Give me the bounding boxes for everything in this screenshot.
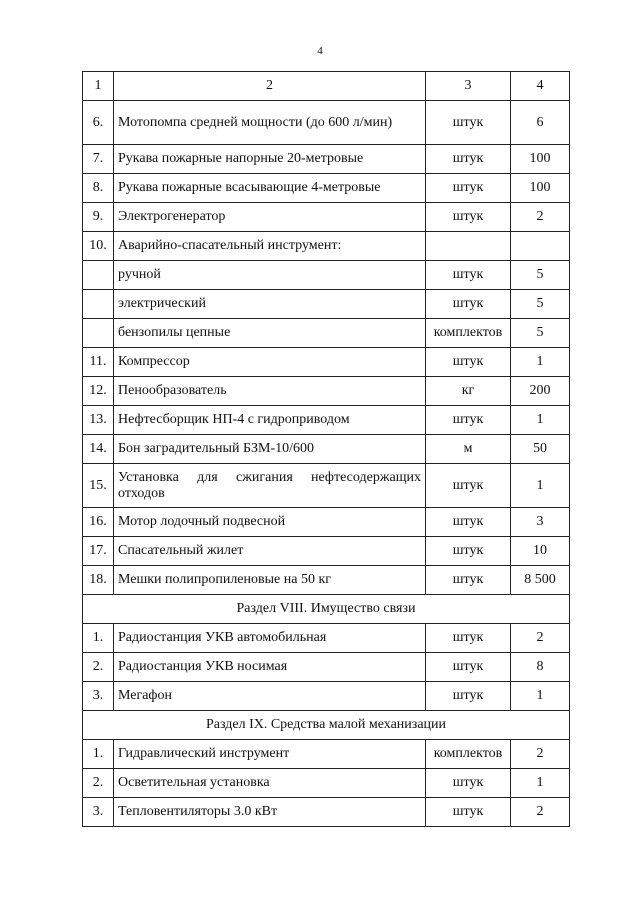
row-number: 9. xyxy=(83,203,114,232)
row-number: 1. xyxy=(83,740,114,769)
item-unit: штук xyxy=(426,174,511,203)
item-quantity: 2 xyxy=(511,203,570,232)
row-number: 3. xyxy=(83,682,114,711)
item-quantity: 8 500 xyxy=(511,566,570,595)
item-quantity: 2 xyxy=(511,740,570,769)
table-row xyxy=(83,682,570,711)
inventory-table xyxy=(82,71,570,827)
row-number: 10. xyxy=(83,232,114,261)
table-row xyxy=(83,537,570,566)
table-row xyxy=(83,290,570,319)
row-number: 13. xyxy=(83,406,114,435)
row-number xyxy=(83,290,114,319)
row-number: 15. xyxy=(83,464,114,508)
item-unit: штук xyxy=(426,682,511,711)
row-number: 2. xyxy=(83,653,114,682)
row-number: 8. xyxy=(83,174,114,203)
row-number: 17. xyxy=(83,537,114,566)
item-name: ручной xyxy=(114,261,426,290)
item-name: Спасательный жилет xyxy=(114,537,426,566)
item-unit: штук xyxy=(426,769,511,798)
table-row xyxy=(83,203,570,232)
item-name: Радиостанция УКВ автомобильная xyxy=(114,624,426,653)
table-row xyxy=(83,653,570,682)
table-row xyxy=(83,174,570,203)
item-unit: штук xyxy=(426,464,511,508)
table-row xyxy=(83,145,570,174)
item-quantity: 1 xyxy=(511,464,570,508)
item-name: Радиостанция УКВ носимая xyxy=(114,653,426,682)
item-name: Рукава пожарные всасывающие 4-метровые xyxy=(114,174,426,203)
item-name: Установка для сжигания нефтесодержащих отходов xyxy=(114,464,426,508)
item-name: Мешки полипропиленовые на 50 кг xyxy=(114,566,426,595)
row-number: 18. xyxy=(83,566,114,595)
item-name: Тепловентиляторы 3.0 кВт xyxy=(114,798,426,827)
table-row xyxy=(83,435,570,464)
item-unit: штук xyxy=(426,798,511,827)
item-name: Рукава пожарные напорные 20-метровые xyxy=(114,145,426,174)
table-row xyxy=(83,508,570,537)
item-unit xyxy=(426,232,511,261)
item-name: Мегафон xyxy=(114,682,426,711)
table-row xyxy=(83,232,570,261)
table-row xyxy=(83,740,570,769)
item-quantity: 100 xyxy=(511,145,570,174)
header-col-2: 2 xyxy=(114,72,426,101)
table-row xyxy=(83,261,570,290)
item-quantity: 3 xyxy=(511,508,570,537)
item-unit: штук xyxy=(426,290,511,319)
item-quantity: 8 xyxy=(511,653,570,682)
table-row xyxy=(83,406,570,435)
table-row xyxy=(83,101,570,145)
section-header-row xyxy=(83,595,570,624)
header-col-4: 4 xyxy=(511,72,570,101)
table-row xyxy=(83,319,570,348)
item-name: Нефтесборщик НП-4 с гидроприводом xyxy=(114,406,426,435)
item-quantity: 50 xyxy=(511,435,570,464)
item-quantity: 2 xyxy=(511,624,570,653)
item-name: Аварийно-спасательный инструмент: xyxy=(114,232,426,261)
table-row xyxy=(83,348,570,377)
item-unit: штук xyxy=(426,261,511,290)
header-row xyxy=(83,72,570,101)
item-unit: штук xyxy=(426,203,511,232)
item-quantity: 2 xyxy=(511,798,570,827)
item-quantity: 1 xyxy=(511,406,570,435)
item-quantity: 5 xyxy=(511,319,570,348)
item-name: Пенообразователь xyxy=(114,377,426,406)
section-header-row xyxy=(83,711,570,740)
item-unit: м xyxy=(426,435,511,464)
row-number: 2. xyxy=(83,769,114,798)
item-quantity: 200 xyxy=(511,377,570,406)
item-unit: комплектов xyxy=(426,319,511,348)
row-number: 11. xyxy=(83,348,114,377)
item-name: Мотор лодочный подвесной xyxy=(114,508,426,537)
table-row xyxy=(83,464,570,508)
item-name: Мотопомпа средней мощности (до 600 л/мин) xyxy=(114,101,426,145)
item-name: электрический xyxy=(114,290,426,319)
item-unit: штук xyxy=(426,566,511,595)
table-row xyxy=(83,377,570,406)
header-col-3: 3 xyxy=(426,72,511,101)
section-title: Раздел IX. Средства малой механизации xyxy=(83,711,570,740)
item-name: Гидравлический инструмент xyxy=(114,740,426,769)
row-number: 16. xyxy=(83,508,114,537)
item-unit: штук xyxy=(426,653,511,682)
row-number xyxy=(83,261,114,290)
table-row xyxy=(83,798,570,827)
item-quantity: 1 xyxy=(511,769,570,798)
row-number: 3. xyxy=(83,798,114,827)
item-quantity: 1 xyxy=(511,348,570,377)
page-number: 4 xyxy=(317,45,323,57)
item-name: бензопилы цепные xyxy=(114,319,426,348)
item-unit: штук xyxy=(426,145,511,174)
item-unit: штук xyxy=(426,537,511,566)
item-quantity: 100 xyxy=(511,174,570,203)
item-unit: штук xyxy=(426,101,511,145)
item-quantity: 10 xyxy=(511,537,570,566)
item-name: Электрогенератор xyxy=(114,203,426,232)
header-col-1: 1 xyxy=(83,72,114,101)
item-name: Бон заградительный БЗМ-10/600 xyxy=(114,435,426,464)
item-name: Компрессор xyxy=(114,348,426,377)
item-name: Осветительная установка xyxy=(114,769,426,798)
item-unit: комплектов xyxy=(426,740,511,769)
row-number: 1. xyxy=(83,624,114,653)
item-quantity: 5 xyxy=(511,261,570,290)
row-number: 14. xyxy=(83,435,114,464)
row-number: 6. xyxy=(83,101,114,145)
item-unit: штук xyxy=(426,508,511,537)
item-quantity: 6 xyxy=(511,101,570,145)
item-quantity: 1 xyxy=(511,682,570,711)
table-row xyxy=(83,769,570,798)
row-number: 12. xyxy=(83,377,114,406)
table-row xyxy=(83,624,570,653)
item-quantity: 5 xyxy=(511,290,570,319)
item-unit: штук xyxy=(426,406,511,435)
section-title: Раздел VIII. Имущество связи xyxy=(83,595,570,624)
item-unit: кг xyxy=(426,377,511,406)
item-unit: штук xyxy=(426,348,511,377)
row-number: 7. xyxy=(83,145,114,174)
item-unit: штук xyxy=(426,624,511,653)
table-row xyxy=(83,566,570,595)
row-number xyxy=(83,319,114,348)
item-quantity xyxy=(511,232,570,261)
